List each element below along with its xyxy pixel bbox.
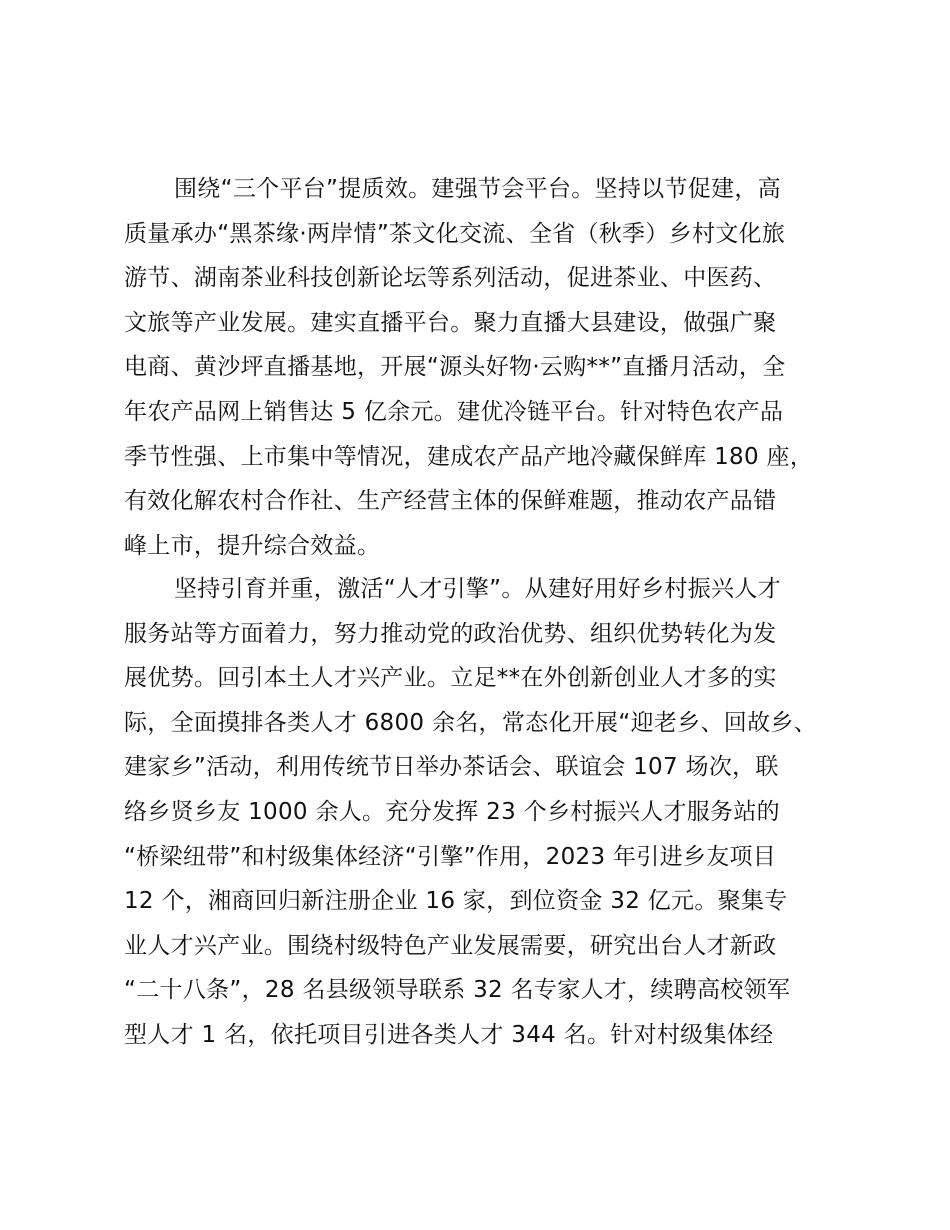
paragraph-line: 业人才兴产业。围绕村级特色产业发展需要，研究出台人才新政 <box>124 932 777 959</box>
paragraph-line: 服务站等方面着力，努力推动党的政治优势、组织优势转化为发 <box>124 620 777 647</box>
paragraph-line: 展优势。回引本土人才兴产业。立足**在外创新创业人才多的实 <box>124 665 777 692</box>
paragraph-line: 质量承办“黑茶缘·两岸情”茶文化交流、全省（秋季）乡村文化旅 <box>124 220 786 247</box>
paragraph-line: 围绕“三个平台”提质效。建强节会平台。坚持以节促建，高 <box>174 176 781 202</box>
paragraph-three-platforms <box>124 167 864 568</box>
paragraph-line: 有效化解农村合作社、生产经营主体的保鲜难题，推动农产品错 <box>124 488 777 515</box>
paragraph-line: 文旅等产业发展。建实直播平台。聚力直播大县建设，做强广聚 <box>124 309 777 336</box>
paragraph-line: 12 个，湘商回归新注册企业 16 家，到位资金 32 亿元。聚集专 <box>124 888 788 915</box>
paragraph-line: 际，全面摸排各类人才 6800 余名，常态化开展“迎老乡、回故乡、 <box>124 709 817 736</box>
paragraph-line: 型人才 1 名，依托项目引进各类人才 344 名。针对村级集体经 <box>124 1021 774 1048</box>
paragraph-line: 季节性强、上市集中等情况，建成农产品产地冷藏保鲜库 180 座， <box>124 443 814 470</box>
paragraph-line: “桥梁纽带”和村级集体经济“引擎”作用，2023 年引进乡友项目 <box>124 843 777 870</box>
paragraph-line: 坚持引育并重，激活“人才引擎”。从建好用好乡村振兴人才 <box>174 576 781 602</box>
paragraph-line: 年农产品网上销售达 5 亿余元。建优冷链平台。针对特色农产品 <box>124 398 784 425</box>
paragraph-line: 建家乡”活动，利用传统节日举办茶话会、联谊会 107 场次，联 <box>124 754 779 781</box>
paragraph-line: “二十八条”，28 名县级领导联系 32 名专家人才，续聘高校领军 <box>124 977 791 1004</box>
paragraph-line: 游节、湖南茶业科技创新论坛等系列活动，促进茶业、中医药、 <box>124 265 777 292</box>
paragraph-talent-engine <box>124 567 864 1058</box>
paragraph-line: 电商、黄沙坪直播基地，开展“源头好物·云购**”直播月活动，全 <box>124 354 786 381</box>
paragraph-line: 络乡贤乡友 1000 余人。充分发挥 23 个乡村振兴人才服务站的 <box>124 798 780 825</box>
paragraph-line: 峰上市，提升综合效益。 <box>124 532 381 559</box>
